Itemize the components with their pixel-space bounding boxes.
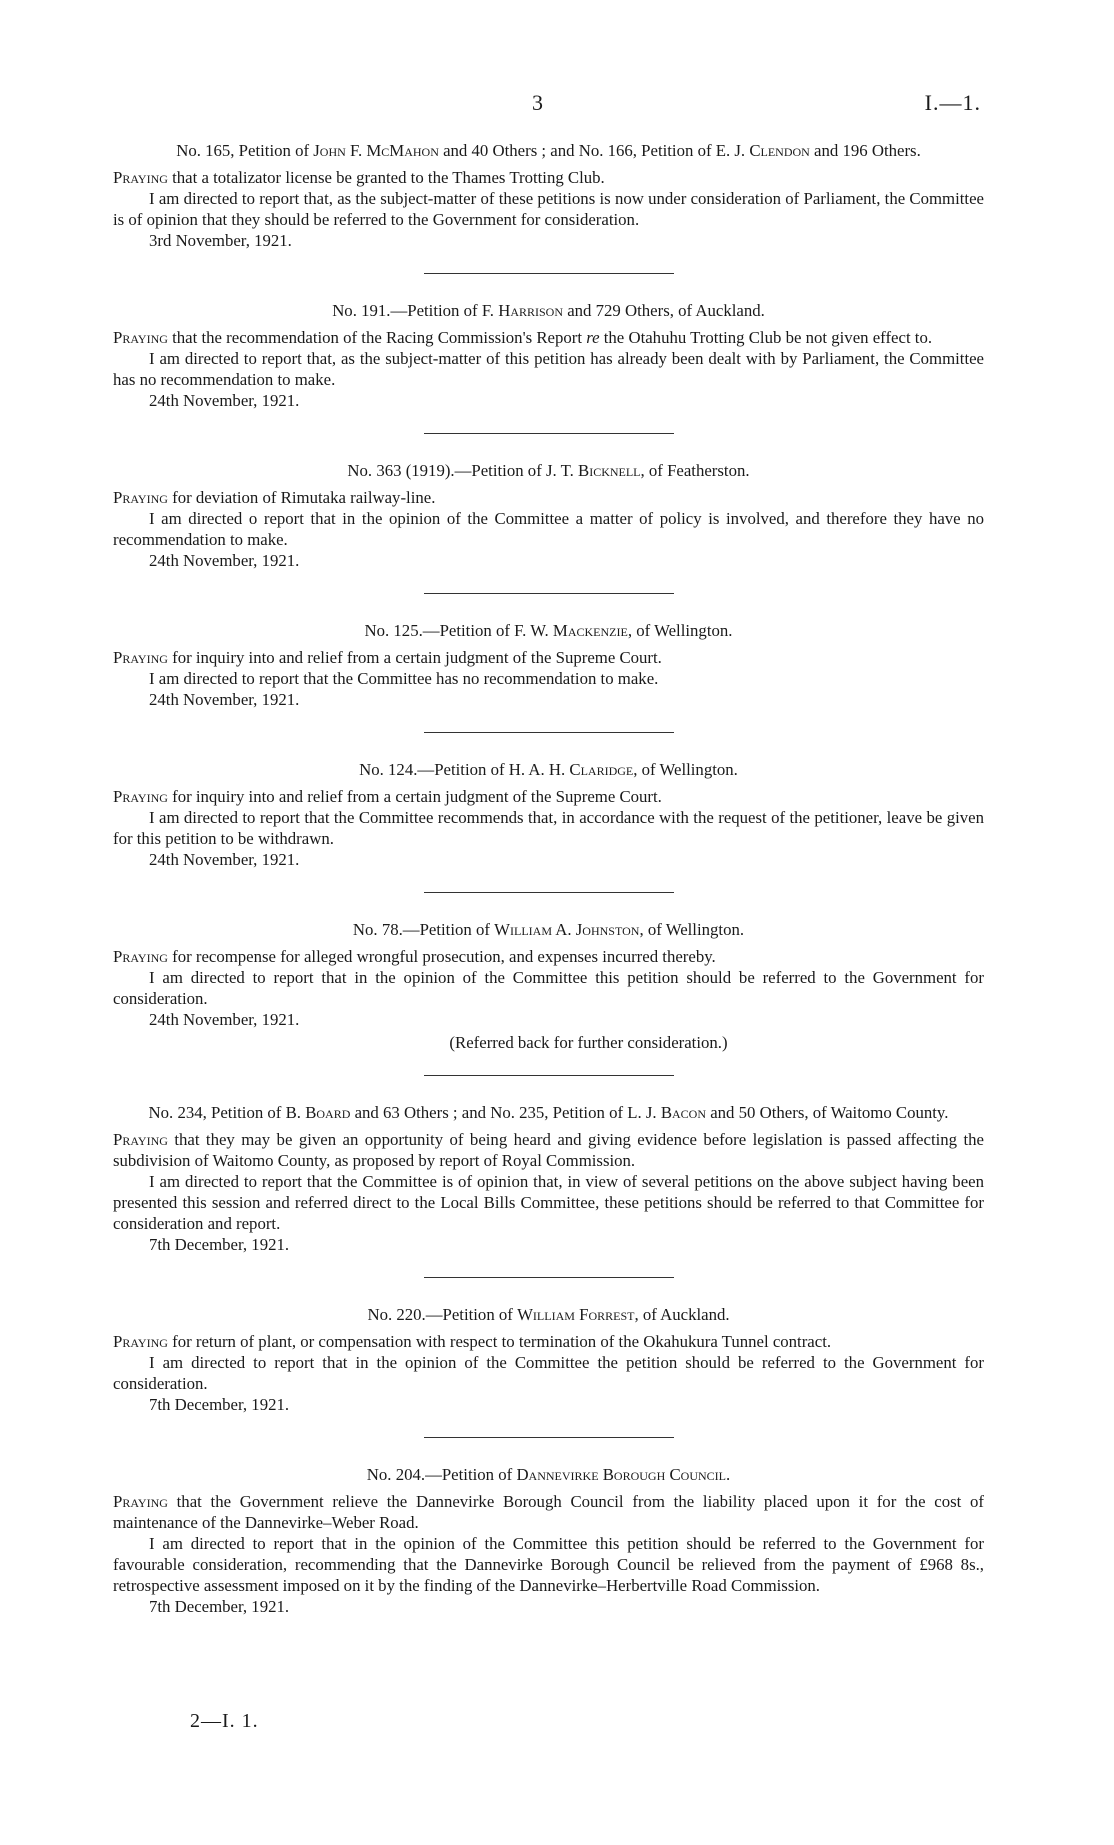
petition-entry: [113, 300, 984, 411]
petitioner-name: Bicknell: [578, 461, 641, 480]
printer-signature: 2—I. 1.: [190, 1710, 259, 1732]
praying-paragraph: Praying for deviation of Rimutaka railway-line.: [113, 488, 436, 507]
petition-title: No. 204.—Petition of Dannevirke Borough Council.: [366, 1465, 731, 1484]
page-header: [0, 90, 1114, 116]
document-body: [113, 140, 984, 1617]
petitioner-name: Board: [305, 1103, 351, 1122]
petition-entry: [113, 1464, 984, 1617]
report-paragraph: I am directed o report that in the opinion of the Committee a matter of policy is involved, and therefore they have no recommendation to make.: [113, 509, 984, 549]
petition-entry: [113, 140, 984, 251]
referral-note: (Referred back for further consideration.): [449, 1033, 728, 1052]
petitioner-name: John F. McMahon: [313, 141, 439, 160]
report-date: 24th November, 1921.: [149, 850, 300, 869]
petition-title: No. 125.—Petition of F. W. Mackenzie, of Wellington.: [364, 621, 733, 640]
report-paragraph: I am directed to report that the Committee is of opinion that, in view of several petitions on the above subject having been presented this session and referred direct to the Local Bills Committee, these petitions should be referred to that Committee for consideration and report.: [113, 1172, 984, 1233]
report-paragraph: I am directed to report that the Committee recommends that, in accordance with the request of the petitioner, leave be given for this petition to be withdrawn.: [113, 808, 984, 848]
section-divider: [424, 1277, 674, 1278]
petition-entry: [113, 620, 984, 710]
petition-title: No. 191.—Petition of F. Harrison and 729 Others, of Auckland.: [332, 301, 765, 320]
page-reference: I.—1.: [924, 90, 981, 115]
petition-title: No. 220.—Petition of William Forrest, of Auckland.: [367, 1305, 730, 1324]
section-divider: [424, 1075, 674, 1076]
report-date: 24th November, 1921.: [149, 551, 300, 570]
petitioner-name: Harrison: [498, 301, 563, 320]
petitioner-name: William Forrest: [517, 1305, 635, 1324]
petitioner-name: Dannevirke Borough Council: [516, 1465, 726, 1484]
praying-paragraph: Praying for recompense for alleged wrongful prosecution, and expenses incurred thereby.: [113, 947, 716, 966]
petition-title: No. 165, Petition of John F. McMahon and 40 Others ; and No. 166, Petition of E. J. Clendon and 196 Others.: [176, 141, 921, 160]
petition-title: No. 234, Petition of B. Board and 63 Others ; and No. 235, Petition of L. J. Bacon and 50 Others, of Waitomo County.: [148, 1103, 949, 1122]
section-divider: [424, 433, 674, 434]
petitioner-name: Mackenzie: [552, 621, 628, 640]
petitioner-name: Claridge: [569, 760, 634, 779]
praying-paragraph: Praying for inquiry into and relief from a certain judgment of the Supreme Court.: [113, 648, 662, 667]
report-date: 7th December, 1921.: [149, 1395, 290, 1414]
petition-title: No. 363 (1919).—Petition of J. T. Bicknell, of Featherston.: [347, 461, 750, 480]
petition-entry: [113, 759, 984, 870]
section-divider: [424, 732, 674, 733]
report-paragraph: I am directed to report that in the opinion of the Committee this petition should be referred to the Government for favourable consideration, recommending that the Dannevirke Borough Council be relieved from the payment of £968 8s., retrospective assessment imposed on it by the finding of the Dannevirke–Herbertville Road Commission.: [113, 1534, 984, 1595]
report-paragraph: I am directed to report that, as the subject-matter of this petition has already been dealt with by Parliament, the Committee has no recommendation to make.: [113, 349, 984, 389]
page-number: 3: [532, 90, 543, 115]
petitioner-name: Bacon: [660, 1103, 707, 1122]
report-paragraph: I am directed to report that the Committee has no recommendation to make.: [149, 669, 659, 688]
petition-title: No. 78.—Petition of William A. Johnston, of Wellington.: [352, 920, 745, 939]
section-divider: [424, 273, 674, 274]
report-date: 7th December, 1921.: [149, 1235, 290, 1254]
petitioner-name: Clendon: [749, 141, 810, 160]
petition-entry: [113, 460, 984, 571]
praying-paragraph: Praying that the recommendation of the Racing Commission's Report re the Otahuhu Trotting Club be not given effect to.: [113, 328, 933, 347]
section-divider: [424, 593, 674, 594]
petition-entry: [113, 1304, 984, 1415]
praying-paragraph: Praying that they may be given an opportunity of being heard and giving evidence before legislation is passed affecting the subdivision of Waitomo County, as proposed by report of Royal Commission.: [113, 1130, 984, 1170]
report-date: 24th November, 1921.: [149, 391, 300, 410]
report-date: 24th November, 1921.: [149, 1010, 300, 1029]
praying-paragraph: Praying that the Government relieve the Dannevirke Borough Council from the liability placed upon it for the cost of maintenance of the Dannevirke–Weber Road.: [113, 1492, 984, 1532]
report-paragraph: I am directed to report that in the opinion of the Committee the petition should be referred to the Government for consideration.: [113, 1353, 984, 1393]
section-divider: [424, 1437, 674, 1438]
petition-title: No. 124.—Petition of H. A. H. Claridge, of Wellington.: [359, 760, 738, 779]
petition-entry: [113, 919, 984, 1053]
section-divider: [424, 892, 674, 893]
report-date: 24th November, 1921.: [149, 690, 300, 709]
praying-paragraph: Praying for return of plant, or compensation with respect to termination of the Okahukura Tunnel contract.: [113, 1332, 832, 1351]
petition-entry: [113, 1102, 984, 1255]
report-paragraph: I am directed to report that, as the subject-matter of these petitions is now under consideration of Parliament, the Committee is of opinion that they should be referred to the Government for consideration.: [113, 189, 984, 229]
praying-paragraph: Praying that a totalizator license be granted to the Thames Trotting Club.: [113, 168, 605, 187]
report-paragraph: I am directed to report that in the opinion of the Committee this petition should be referred to the Government for consideration.: [113, 968, 984, 1008]
report-date: 3rd November, 1921.: [149, 231, 292, 250]
petitioner-name: William A. Johnston: [494, 920, 640, 939]
report-date: 7th December, 1921.: [149, 1597, 290, 1616]
praying-paragraph: Praying for inquiry into and relief from a certain judgment of the Supreme Court.: [113, 787, 662, 806]
